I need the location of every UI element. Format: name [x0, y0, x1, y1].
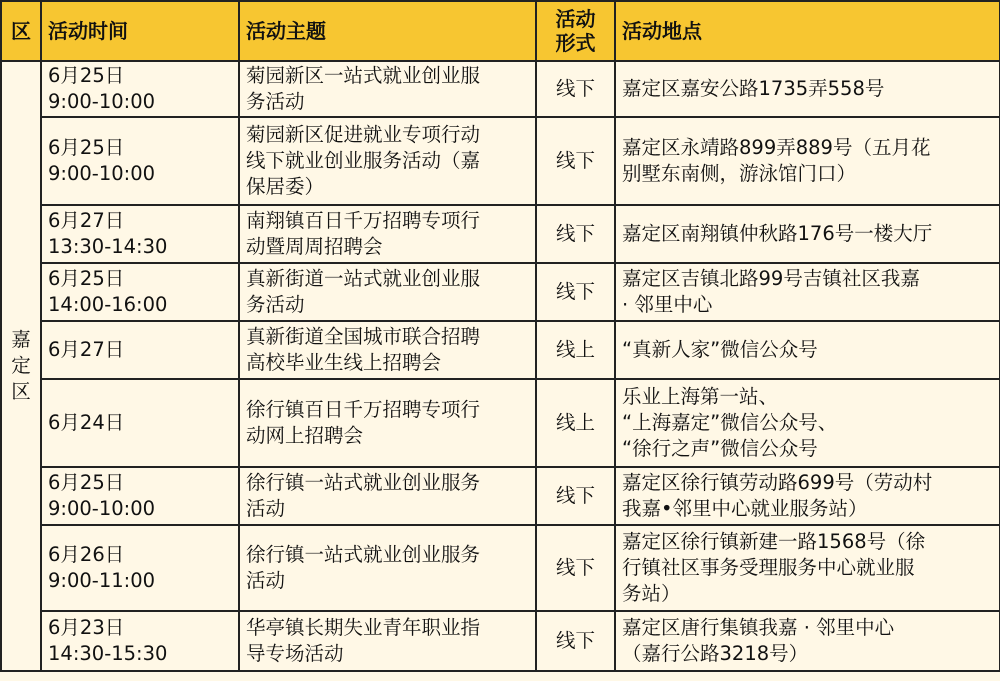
time-cell: 6月25日 14:00-16:00: [41, 263, 239, 321]
table-header-row: [1, 1, 1000, 61]
theme-cell: 徐行镇百日千万招聘专项行 动网上招聘会: [239, 379, 536, 467]
theme-cell: 真新街道全国城市联合招聘 高校毕业生线上招聘会: [239, 321, 536, 379]
time-cell: 6月26日 9:00-11:00: [41, 525, 239, 611]
form-cell: 线下: [536, 525, 615, 611]
header-theme: 活动主题: [239, 1, 536, 61]
form-cell: 线下: [536, 263, 615, 321]
time-cell: 6月25日 9:00-10:00: [41, 117, 239, 205]
time-cell: 6月23日 14:30-15:30: [41, 611, 239, 671]
location-cell: “真新人家”微信公众号: [615, 321, 1000, 379]
table-row: [1, 205, 1000, 263]
form-cell: 线上: [536, 321, 615, 379]
table-row: [1, 379, 1000, 467]
time-cell: 6月27日: [41, 321, 239, 379]
form-cell: 线下: [536, 611, 615, 671]
header-location: 活动地点: [615, 1, 1000, 61]
table-row: [1, 321, 1000, 379]
time-cell: 6月25日 9:00-10:00: [41, 61, 239, 117]
location-cell: 嘉定区嘉安公路1735弄558号: [615, 61, 1000, 117]
table-row: [1, 467, 1000, 525]
theme-cell: 真新街道一站式就业创业服 务活动: [239, 263, 536, 321]
theme-cell: 徐行镇一站式就业创业服务 活动: [239, 525, 536, 611]
header-district: 区: [1, 1, 41, 61]
theme-cell: 华亭镇长期失业青年职业指 导专场活动: [239, 611, 536, 671]
theme-cell: 菊园新区一站式就业创业服 务活动: [239, 61, 536, 117]
form-cell: 线下: [536, 117, 615, 205]
location-cell: 嘉定区吉镇北路99号吉镇社区我嘉 · 邻里中心: [615, 263, 1000, 321]
time-cell: 6月27日 13:30-14:30: [41, 205, 239, 263]
table-row: [1, 611, 1000, 671]
table-row: [1, 61, 1000, 117]
location-cell: 乐业上海第一站、 “上海嘉定”微信公众号、 “徐行之声”微信公众号: [615, 379, 1000, 467]
location-cell: 嘉定区徐行镇劳动路699号（劳动村 我嘉•邻里中心就业服务站）: [615, 467, 1000, 525]
table-row: [1, 263, 1000, 321]
location-cell: 嘉定区唐行集镇我嘉 · 邻里中心 （嘉行公路3218号）: [615, 611, 1000, 671]
time-cell: 6月25日 9:00-10:00: [41, 467, 239, 525]
theme-cell: 菊园新区促进就业专项行动 线下就业创业服务活动（嘉 保居委）: [239, 117, 536, 205]
time-cell: 6月24日: [41, 379, 239, 467]
theme-cell: 徐行镇一站式就业创业服务 活动: [239, 467, 536, 525]
header-form: 活动 形式: [536, 1, 615, 61]
form-cell: 线下: [536, 205, 615, 263]
location-cell: 嘉定区南翔镇仲秋路176号一楼大厅: [615, 205, 1000, 263]
form-cell: 线下: [536, 61, 615, 117]
district-label: 嘉定区: [11, 328, 31, 403]
location-cell: 嘉定区永靖路899弄889号（五月花 别墅东南侧，游泳馆门口）: [615, 117, 1000, 205]
table-row: [1, 525, 1000, 611]
header-time: 活动时间: [41, 1, 239, 61]
location-cell: 嘉定区徐行镇新建一路1568号（徐 行镇社区事务受理服务中心就业服 务站）: [615, 525, 1000, 611]
theme-cell: 南翔镇百日千万招聘专项行 动暨周周招聘会: [239, 205, 536, 263]
form-cell: 线下: [536, 467, 615, 525]
table-row: [1, 117, 1000, 205]
table-body: [1, 61, 1000, 671]
district-cell: [1, 61, 41, 671]
form-cell: 线上: [536, 379, 615, 467]
